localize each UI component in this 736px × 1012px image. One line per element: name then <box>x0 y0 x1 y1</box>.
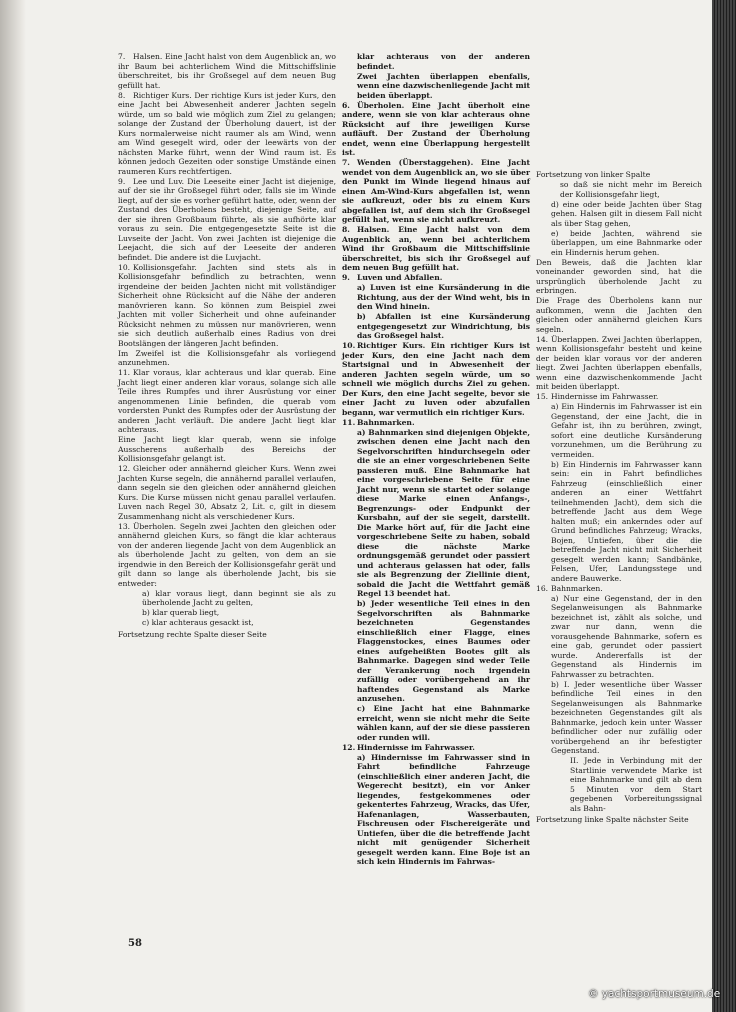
paragraph-number: 10. <box>118 262 131 272</box>
paragraph <box>536 402 702 459</box>
paragraph-text: b) Abfallen ist eine Kursänderung entgegengesetzt zur Windrichtung, bis das Großsegel halst. <box>357 312 530 340</box>
paragraph-text: Hindernisse im Fahrwasser. <box>357 742 475 752</box>
paragraph <box>118 177 336 263</box>
paragraph <box>536 594 702 680</box>
paragraph-number: 15. <box>536 392 549 401</box>
paragraph-number: 10. <box>342 341 356 350</box>
paragraph-text: a) Ein Hindernis im Fahrwasser ist ein Gegenstand, der eine Jacht, die in Gefahr ist, ihn zu berühren, zwingt, sofort eine deutliche Kursänderung vorzunehmen, um die Berührung zu vermeiden. <box>551 402 702 459</box>
paragraph-text: Richtiger Kurs. Ein richtiger Kurs ist jeder Kurs, den eine Jacht nach dem Startsignal und in Abwesenheit der anderen Jachten segeln würde, um so schnell wie möglich durchs Ziel zu gehen. Der Kurs, den eine Jacht segelte, bevor sie einer Jacht zu luven oder abzufallen begann, war vermutlich ein richtiger Kurs. <box>342 341 530 417</box>
paragraph <box>342 599 530 704</box>
paragraph-number: 7. <box>342 158 350 167</box>
paragraph-number: 11. <box>342 417 356 427</box>
paragraph <box>536 756 702 813</box>
continuation-note: Fortsetzung von linker Spalte <box>536 170 651 179</box>
paragraph-number: 16. <box>536 583 549 593</box>
paragraph-text: b) Ein Hindernis im Fahrwasser kann sein: ein in Fahrt befindliches Fahrzeug (einschließlich einer anderen an einer Wettfahrt teilnehmenden Jacht), dem sich die betreffende Jacht aus dem Wege halten muß; ein ankerndes oder auf Grund befindliches Fahrzeug; Wracks, Bojen, Untiefen, über die die betreffende Jacht nicht mit Sicherheit gesegelt werden kann; Sandbänke, Felsen, Ufer, Landungsstege und andere Bauwerke. <box>551 459 702 583</box>
paragraph-text: Gleicher oder annähernd gleicher Kurs. Wenn zwei Jachten Kurse segeln, die annähernd parallel verlaufen, dann segeln sie den gleichen oder annähernd gleichen Kurs. Die Kurse müssen nicht genau parallel verlaufen. Luven nach Regel 30, Absatz 2, Lit. c, gilt in diesem Zusammenhang nicht als verschiedener Kurs. <box>118 464 336 521</box>
paragraph <box>536 258 702 296</box>
paragraph <box>342 743 530 753</box>
paragraph-text: e) beide Jachten, während sie überlappen, um eine Bahnmarke oder ein Hindernis herum gehen. <box>551 228 702 257</box>
paragraph <box>342 225 530 273</box>
paragraph <box>342 158 530 225</box>
paragraph <box>342 753 530 867</box>
paragraph <box>536 584 702 594</box>
paragraph-text: b) I. Jeder wesentliche über Wasser befindliche Teil eines in den Segelanweisungen als Bahnmarke bezeichneten Gegenstandes gilt als Bahnmarke, jedoch kein unter Wasser befindlicher oder nur zufällig oder vorübergehend an ihr befestigter Gegenstand. <box>551 679 702 755</box>
paragraph <box>342 72 530 101</box>
paragraph-text: b) Jeder wesentliche Teil eines in den Segelvorschriften als Bahnmarke bezeichneten Gegenstandes einschließlich einer Flagge, eines Flaggenstockes, eines Baumes oder eines aufgeheißten Bootes gilt als Bahnmarke. Dagegen sind weder Teile der Verankerung noch irgendein zufällig oder vorübergehend an ihr haftendes Gegenstand als Marke anzusehen. <box>357 599 530 703</box>
paragraph-text: Klar voraus, klar achteraus und klar querab. Eine Jacht liegt einer anderen klar voraus, solange sich alle Teile ihres Rumpfes und ihrer Ausrüstung vor einer angenommenen Linie befinden, die querab vom vordersten Punkt des Rumpfes oder der Ausrüstung der anderen Jacht verläuft. Die andere Jacht liegt klar achteraus. <box>118 368 336 434</box>
paragraph-text: II. Jede in Verbindung mit der Startlinie verwendete Marke ist eine Bahnmarke und gilt ab dem 5 Minuten vor dem Start gegebenen Vorbereitungssignal als Bahn- <box>570 756 702 813</box>
paragraph <box>118 522 336 589</box>
paragraph-text: b) klar querab liegt, <box>142 608 220 617</box>
paragraph-text: Halsen. Eine Jacht halst von dem Augenblick an, wenn bei achterlichem Wind ihr Großbaum die Mittschiffslinie überschreitet, bis sich ihr Großsegel auf dem neuen Bug gefüllt hat. <box>342 225 530 272</box>
paragraph <box>342 341 530 417</box>
paragraph <box>342 101 530 158</box>
paragraph-number: 12. <box>118 464 131 473</box>
paragraph <box>118 52 336 90</box>
right-column <box>536 170 702 825</box>
paragraph-text: a) Hindernisse im Fahrwasser sind in Fahrt befindliche Fahrzeuge (einschließlich einer anderen Jacht, die Wegerecht besitzt), ein vor Anker liegendes, festgekommenes oder gekentertes Fahrzeug, Wracks, das Ufer, Hafenanlagen, Wasserbauten, Fischreusen oder Fischereigeräte und Untiefen, über die die betreffende Jacht nicht mit genügender Sicherheit gesegelt werden kann. Eine Boje ist an sich kein Hindernis im Fahrwas- <box>357 752 530 866</box>
paragraph-text: Überholen. Eine Jacht überholt eine andere, wenn sie von klar achteraus ohne Rücksicht auf ihre jeweiligen Kurse aufläuft. Der Zustand der Überholung endet, wenn eine Überlappung hergestellt ist. <box>342 100 530 157</box>
paragraph <box>536 460 702 584</box>
paragraph-text: Eine Jacht liegt klar querab, wenn sie infolge Ausscherens außerhalb des Bereichs der Kollisionsgefahr gelangt ist. <box>118 435 336 463</box>
paragraph-text: Wenden (Überstaggehen). Eine Jacht wendet von dem Augenblick an, wo sie über den Punkt im Winde liegend hinaus auf einen Am-Wind-Kurs abgefallen ist, wenn sie aufkreuzt, oder bis zu einem Kurs abgefallen ist, auf dem sich ihr Großsegel gefüllt hat, wenn sie nicht aufkreuzt. <box>342 158 530 224</box>
paragraph-text: Überlappen. Zwei Jachten überlappen, wenn Kollisionsgefahr besteht und keine der beiden klar voraus vor der anderen liegt. Zwei Jachten überlappen ebenfalls, wenn eine dazwischenkommende Jacht mit beiden überlappt. <box>536 334 702 391</box>
paragraph-text: Zwei Jachten überlappen ebenfalls, wenn eine dazwischenliegende Jacht mit beiden überlappt. <box>357 71 530 100</box>
paragraph-number: 7. <box>118 52 126 61</box>
paragraph-text: Bahnmarken. <box>357 417 415 427</box>
paragraph <box>118 263 336 349</box>
paragraph <box>342 428 530 599</box>
paragraph-text: Hindernisse im Fahrwasser. <box>551 392 659 401</box>
paragraph-text: Halsen. Eine Jacht halst von dem Augenblick an, wo ihr Baum bei achterlichem Wind die Mittschiffslinie überschreitet, bis ihr Großsegel auf dem neuen Bug gefüllt hat. <box>118 52 336 90</box>
paragraph <box>118 608 336 618</box>
paragraph <box>342 273 530 283</box>
paragraph-text: Richtiger Kurs. Der richtige Kurs ist jeder Kurs, den eine Jacht bei Abwesenheit anderer Jachten segeln würde, um so bald wie möglich zum Ziel zu gelangen; solange der Zustand der Überholung dauert, ist der Kurs normalerweise nicht raumer als am Wind, wenn am Wind gesegelt wird, oder der leewärts von der nächsten Marke führt, wenn der Wind raum ist. Es können jedoch Gezeiten oder sonstige Umstände einen raumeren Kurs rechtfertigen. <box>118 90 336 176</box>
paragraph <box>342 418 530 428</box>
paragraph <box>536 229 702 258</box>
book-binding-edge <box>712 0 736 1012</box>
paragraph-number: 12. <box>342 742 356 752</box>
paragraph-number: 8. <box>118 90 126 100</box>
paragraph-text: c) klar achteraus gesackt ist, <box>142 618 254 627</box>
paragraph-number: 14. <box>536 334 549 344</box>
paragraph <box>536 200 702 229</box>
paragraph-text: klar achteraus von der anderen befindet. <box>357 52 530 71</box>
paragraph <box>118 464 336 521</box>
paragraph <box>118 435 336 464</box>
page-gutter-shadow <box>0 0 26 1012</box>
paragraph <box>118 91 336 177</box>
paragraph <box>536 392 702 402</box>
paragraph-text: a) Nur eine Gegenstand, der in den Segelanweisungen als Bahnmarke bezeichnet ist, zählt als solche, und zwar nur dann, wenn die vorausgehende Bahnmarke, sofern es eine gab, gerundet oder passiert wurde. Andererfalls ist der Gegenstand als Hindernis im Fahrwasser zu betrachten. <box>551 593 702 679</box>
watermark: © yachtsportmuseum.de <box>588 988 721 1000</box>
paragraph-text: a) Bahnmarken sind diejenigen Objekte, zwischen denen eine Jacht nach den Segelvorschriften hindurchsegeln oder die sie an einer vorgeschriebenen Seite passieren muß. Eine Bahnmarke hat eine vorgeschriebene Seite für eine Jacht nur, wenn sie startet oder solange diese Marke einen Anfangs-, Begrenzungs- oder Endpunkt der Kursbahn, auf der sie segelt, darstellt. Die Marke hört auf, für die Jacht eine vorgeschriebene Seite zu haben, sobald diese die nächste Marke ordnungsgemäß gerundet oder passiert und achteraus gelassen hat oder, falls sie als Begrenzung der Ziellinie dient, sobald die Jacht die Wettfahrt gemäß Regel 13 beendet hat. <box>357 427 530 598</box>
paragraph-number: 9. <box>118 176 126 186</box>
paragraph <box>342 704 530 742</box>
paragraph-text: a) Luven ist eine Kursänderung in die Richtung, aus der der Wind weht, bis in den Wind hinein. <box>357 283 530 311</box>
paragraph <box>118 368 336 435</box>
page-number: 58 <box>128 938 142 949</box>
middle-column <box>342 52 530 867</box>
continuation-note: Fortsetzung linke Spalte nächster Seite <box>536 815 689 824</box>
left-column <box>118 52 336 640</box>
paragraph-text: Bahnmarken. <box>551 583 603 593</box>
paragraph <box>536 680 702 756</box>
paragraph <box>536 296 702 334</box>
paragraph-number: 9. <box>342 273 350 282</box>
paragraph <box>342 283 530 312</box>
paragraph-text: Im Zweifel ist die Kollisionsgefahr als vorliegend anzunehmen. <box>118 348 336 367</box>
paragraph-text: c) Eine Jacht hat eine Bahnmarke erreicht, wenn sie nicht mehr die Seite wählen kann, auf der sie diese passieren oder runden will. <box>357 704 530 742</box>
paragraph <box>118 589 336 608</box>
paragraph-text: a) klar voraus liegt, dann beginnt sie als zu überholende Jacht zu gelten, <box>142 588 336 607</box>
paragraph-text: Überholen. Segeln zwei Jachten den gleichen oder annähernd gleichen Kurs, so fängt die klar achteraus von der anderen liegende Jacht von dem Augenblick an als überholende Jacht zu gelten, von dem an sie irgendwie in den Bereich der Kollisionsgefahr gerät und gilt dann so lange als überholende Jacht, bis sie entweder: <box>118 521 336 588</box>
paragraph-number: 6. <box>342 100 350 110</box>
paragraph-number: 13. <box>118 521 131 531</box>
paragraph-text: Kollisionsgefahr. Jachten sind stets als in Kollisionsgefahr befindlich zu betrachten, wenn irgendeine der beiden Jachten nicht mit vollständiger Sicherheit ohne Rücksicht auf die Nähe der anderen manövrieren kann. So können zum Beispiel zwei Jachten mit voller Sicherheit und ohne aufeinander Rücksicht nehmen zu müssen nur manövrieren, wenn sie sich deutlich außerhalb eines Radius von drei Bootslängen der längeren Jacht befinden. <box>118 262 336 348</box>
paragraph-text: d) eine oder beide Jachten über Stag gehen. Halsen gilt in diesem Fall nicht als über Stag gehen, <box>551 199 702 228</box>
paragraph-text: Lee und Luv. Die Leeseite einer Jacht ist diejenige, auf der sie ihr Großsegel führt oder, falls sie im Winde liegt, auf der sie es vorher geführt hatte, oder, wenn der Zustand des Überholens besteht, diejenige Seite, auf der sie ihren Großbaum führte, als sie aufhörte klar voraus zu sein. Die entgegengesetzte Seite ist die Luvseite der Jacht. Von zwei Jachten ist diejenige die Leejacht, die sich auf der Leeseite der anderen befindet. Die andere ist die Luvjacht. <box>118 176 336 262</box>
continuation-note: Fortsetzung rechte Spalte dieser Seite <box>118 629 267 639</box>
paragraph-text: so daß sie nicht mehr im Bereich der Kollisionsgefahr liegt, <box>560 180 702 199</box>
paragraph <box>536 335 702 392</box>
paragraph-number: 8. <box>342 225 350 234</box>
paragraph <box>342 312 530 341</box>
paragraph <box>118 349 336 368</box>
paragraph-text: Luven und Abfallen. <box>357 273 443 282</box>
paragraph <box>342 52 530 71</box>
paragraph <box>536 180 702 199</box>
paragraph <box>118 618 336 628</box>
paragraph-number: 11. <box>118 368 131 377</box>
paragraph-text: Den Beweis, daß die Jachten klar voneinander geworden sind, hat die ursprünglich überholende Jacht zu erbringen. <box>536 257 702 295</box>
paragraph-text: Die Frage des Überholens kann nur aufkommen, wenn die Jachten den gleichen oder annähernd gleichen Kurs segeln. <box>536 296 702 334</box>
